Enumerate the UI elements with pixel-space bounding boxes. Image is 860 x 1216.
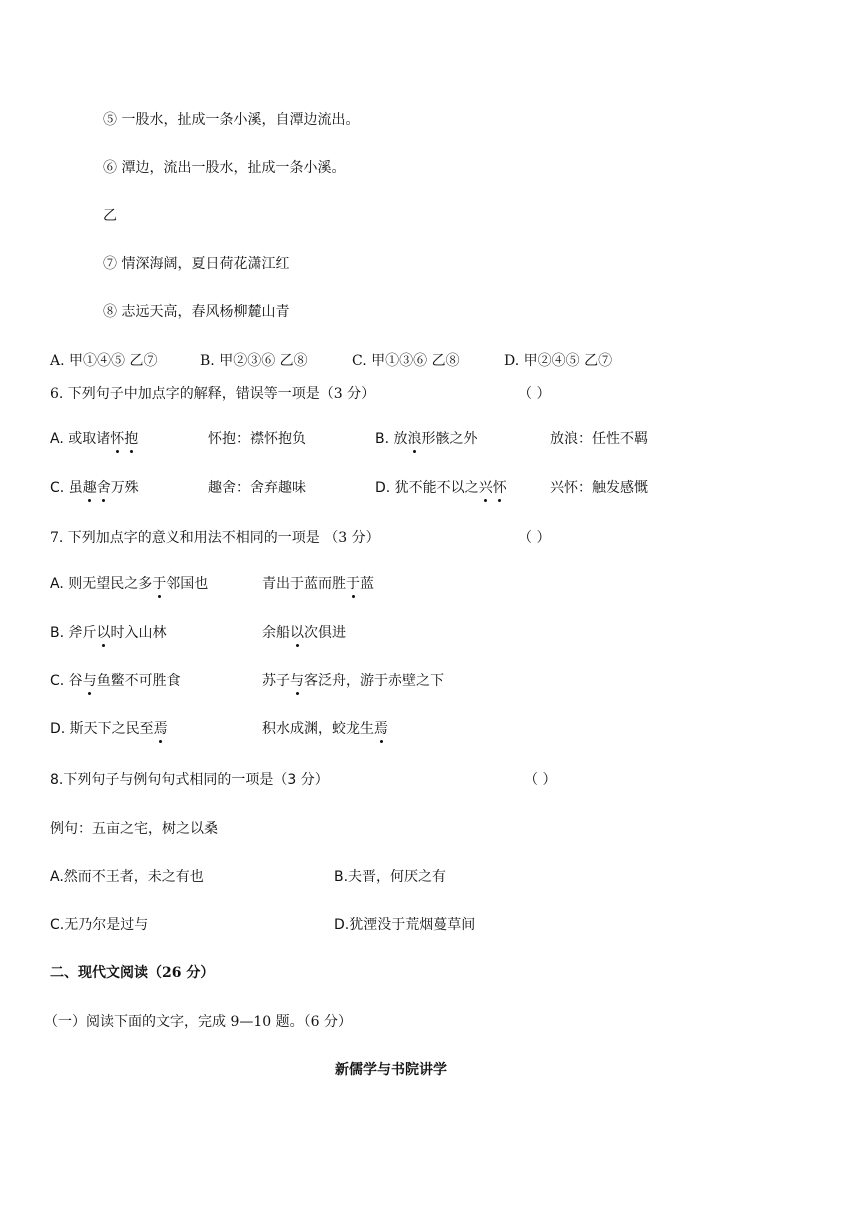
q5-item-5: ⑤ 一股水，扯成一条小溪，自潭边流出。: [103, 112, 360, 128]
q8-option-c: C.无乃尔是过与: [50, 917, 149, 933]
q7-option-c: C. 谷与鱼鳖不可胜食: [50, 673, 181, 689]
q7-option-d-compare: 积水成渊，蛟龙生焉: [262, 721, 388, 737]
q5-group-yi: 乙: [103, 208, 117, 224]
q5-option-b: B. 甲②③⑥ 乙⑧: [200, 353, 308, 369]
q5-item-8: ⑧ 志远天高，春风杨柳麓山青: [103, 304, 290, 320]
q7-option-c-compare: 苏子与客泛舟，游于赤壁之下: [262, 673, 444, 689]
article-title: 新儒学与书院讲学: [335, 1062, 447, 1078]
q7-option-a: A. 则无望民之多于邻国也: [50, 576, 209, 592]
q5-option-a: A. 甲①④⑤ 乙⑦: [50, 353, 158, 369]
q8-option-a: A.然而不王者，未之有也: [50, 869, 204, 885]
q5-item-6: ⑥ 潭边，流出一股水，扯成一条小溪。: [103, 160, 346, 176]
q7-option-b: B. 斧斤以时入山林: [50, 625, 167, 641]
q6-option-b: B. 放浪形骸之外: [375, 431, 478, 447]
q6-option-c: C. 虽趣舍万殊: [50, 480, 139, 496]
q5-option-c: C. 甲①③⑥ 乙⑧: [352, 353, 460, 369]
q6-stem: 6. 下列句子中加点字的解释，错误等一项是（3 分）: [50, 386, 376, 402]
q6-option-d-gloss: 兴怀：触发感慨: [550, 480, 648, 496]
q8-stem: 8.下列句子与例句句式相同的一项是（3 分）: [50, 772, 329, 788]
q8-option-b: B.夫晋，何厌之有: [334, 869, 447, 885]
section-instruction: （一）阅读下面的文字，完成 9—10 题。（6 分）: [44, 1014, 352, 1030]
q6-answer-paren: （ ）: [518, 386, 551, 402]
q8-option-d: D.犹湮没于荒烟蔓草间: [334, 917, 476, 933]
q7-stem: 7. 下列加点字的意义和用法不相同的一项是 （3 分）: [50, 530, 380, 546]
q5-option-d: D. 甲②④⑤ 乙⑦: [504, 353, 613, 369]
q8-example: 例句：五亩之宅，树之以桑: [50, 821, 218, 837]
q6-option-d: D. 犹不能不以之兴怀: [375, 480, 507, 496]
q6-option-b-gloss: 放浪：任性不羁: [550, 431, 648, 447]
q5-item-7: ⑦ 情深海阔，夏日荷花潇江红: [103, 256, 290, 272]
q7-option-b-compare: 余船以次俱进: [262, 625, 346, 641]
q6-option-c-gloss: 趣舍：舍弃趣味: [208, 480, 306, 496]
q6-option-a: A. 或取诸怀抱: [50, 431, 139, 447]
section-heading: 二、现代文阅读（26 分）: [50, 965, 215, 981]
q7-option-a-compare: 青出于蓝而胜于蓝: [262, 576, 374, 592]
q7-answer-paren: （ ）: [518, 530, 551, 546]
q6-option-a-gloss: 怀抱：襟怀抱负: [208, 431, 306, 447]
q8-answer-paren: （ ）: [524, 772, 557, 788]
q7-option-d: D. 斯天下之民至焉: [50, 721, 168, 737]
